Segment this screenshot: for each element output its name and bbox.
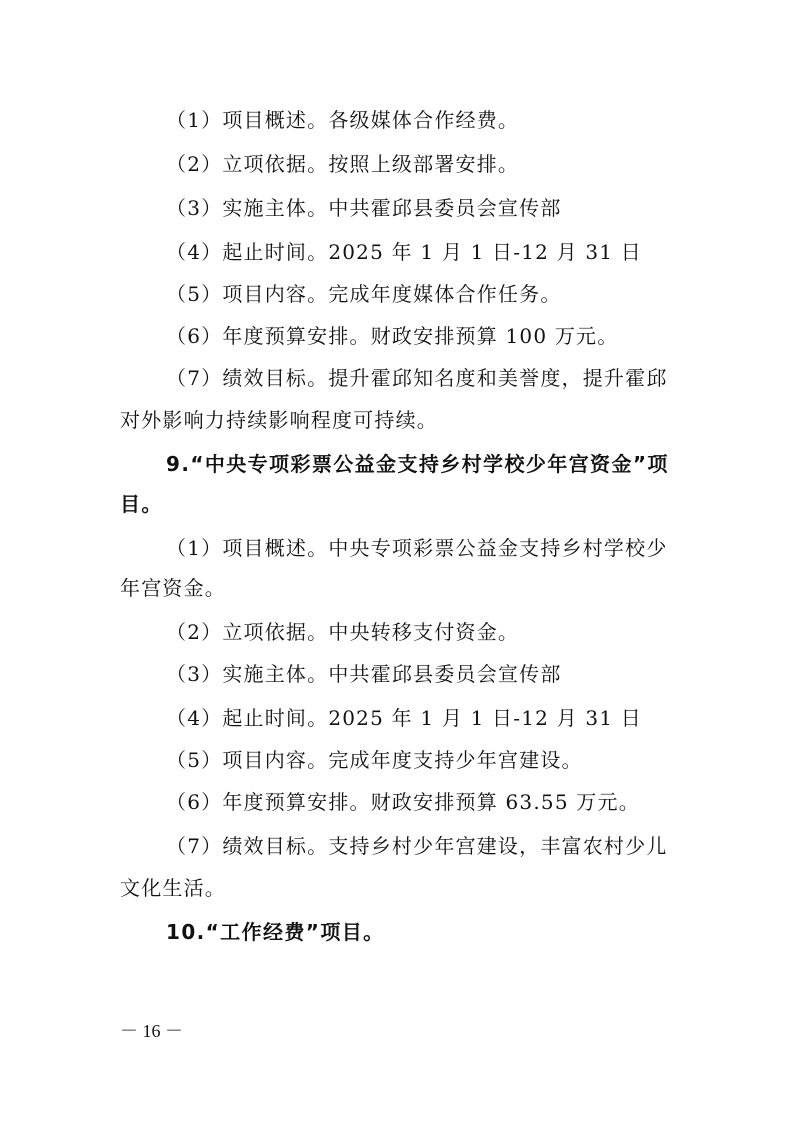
s9-item-3: （3）实施主体。中共霍邱县委员会宣传部 <box>166 662 562 686</box>
s8-item-4: （4）起止时间。2025 年 1 月 1 日-12 月 31 日 <box>166 240 642 264</box>
s9-item-1: （1）项目概述。中央专项彩票公益金支持乡村学校少 <box>166 536 668 560</box>
page-number: － 16 － <box>120 1021 183 1041</box>
s9-item-7-cont: 文化生活。 <box>120 876 226 900</box>
s8-item-5: （5）项目内容。完成年度媒体合作任务。 <box>166 282 562 306</box>
s8-item-7: （7）绩效目标。提升霍邱知名度和美誉度，提升霍邱 <box>166 366 668 390</box>
s9-item-5: （5）项目内容。完成年度支持少年宫建设。 <box>166 748 583 772</box>
heading-9-line2: 目。 <box>120 492 163 516</box>
s9-item-6: （6）年度预算安排。财政安排预算 63.55 万元。 <box>166 790 640 814</box>
s8-item-6: （6）年度预算安排。财政安排预算 100 万元。 <box>166 324 619 348</box>
s9-item-1-cont: 年宫资金。 <box>120 576 226 600</box>
s9-item-4: （4）起止时间。2025 年 1 月 1 日-12 月 31 日 <box>166 706 642 730</box>
s9-item-7: （7）绩效目标。支持乡村少年宫建设，丰富农村少儿 <box>166 834 668 858</box>
s8-item-3: （3）实施主体。中共霍邱县委员会宣传部 <box>166 196 562 220</box>
s8-item-1: （1）项目概述。各级媒体合作经费。 <box>166 108 520 132</box>
heading-9-line1: 9.“中央专项彩票公益金支持乡村学校少年宫资金”项 <box>166 452 669 476</box>
s8-item-2: （2）立项依据。按照上级部署安排。 <box>166 152 520 176</box>
s8-item-7-cont: 对外影响力持续影响程度可持续。 <box>120 408 438 432</box>
heading-10: 10.“工作经费”项目。 <box>166 920 385 944</box>
s9-item-2: （2）立项依据。中央转移支付资金。 <box>166 620 520 644</box>
